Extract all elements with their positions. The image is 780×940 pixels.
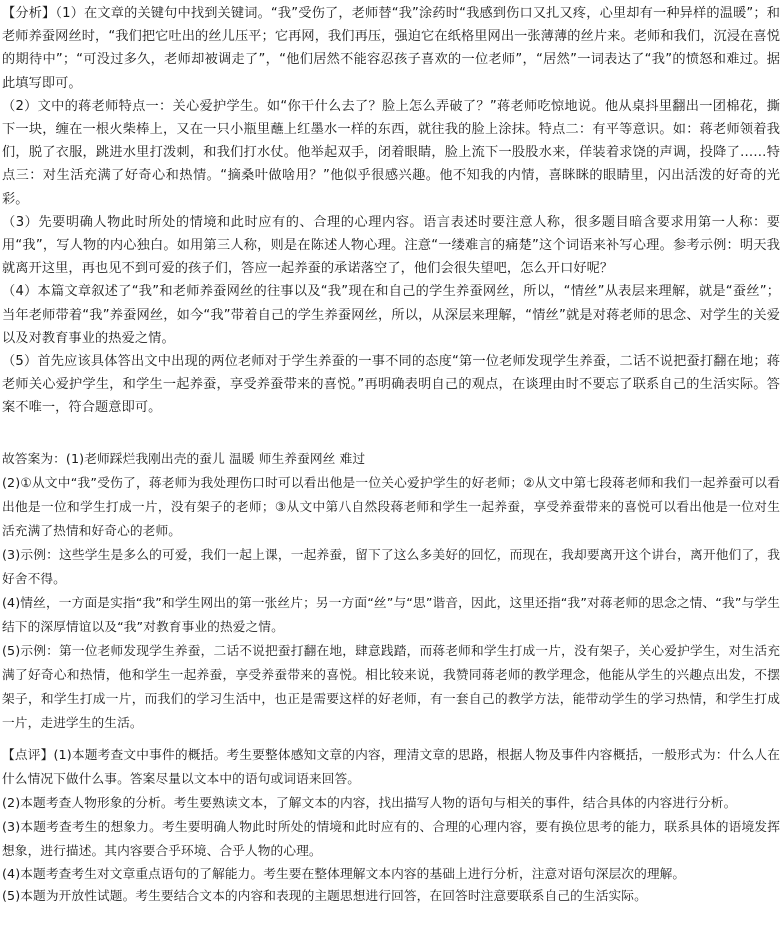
analysis-paragraph-4: （4）本篇文章叙述了“我”和老师养蚕网丝的往事以及“我”现在和自己的学生养蚕网丝，所以，“情丝”从表层来理解，就是“蚕丝”；当年老师带着“我”养蚕网丝，如今“我”带着自己的学生养蚕网丝，所以，从深层来理解，“情丝”就是对蒋老师的思念、对学生的关爱以及对教育事业的热爱之情。 [2,284,780,346]
analysis-paragraph-1: 【分析】（1）在文章的关键句中找到关键词。“我”受伤了，老师替“我”涂药时“我感到伤口又扎又疼，心里却有一种异样的温暖”；和老师养蚕网丝时，“我们把它吐出的丝儿压平；它再网，我们再压，强迫它在纸格里网出一张薄薄的丝片来。老师和我们，沉浸在喜悦的期待中”；“可没过多久，老师却被调走了”，“他们居然不能容忍孩子喜欢的一位老师”，“居然”一词表达了“我”的愤怒和难过。据此填写即可。 [2,6,780,91]
review-paragraph-3: (3)本题考查考生的想象力。考生要明确人物此时所处的情境和此时应有的、合理的心理内容，要有换位思考的能力，联系具体的语境发挥想象，进行描述。其内容要合乎环境、合乎人物的心理。 [2,819,780,858]
review-paragraph-1: 【点评】(1)本题考查文中事件的概括。考生要整体感知文章的内容，理清文章的思路，根据人物及事件内容概括，一般形式为：什么人在什么情况下做什么事。答案尽量以文本中的语句或词语来回答。 [2,747,780,786]
analysis-paragraph-2: （2）文中的蒋老师特点一：关心爱护学生。如“你干什么去了？脸上怎么弄破了？”蒋老师吃惊地说。他从桌抖里翻出一团棉花，撕下一块，缠在一根火柴棒上，又在一只小瓶里蘸上红墨水一样的东西，就往我的脸上涂抹。特点二：有平等意识。如：蒋老师领着我们，脱了衣服，跳进水里打泼刺，和我们打水仗。他举起双手，闭着眼睛，脸上流下一股股水来，佯装着求饶的声调，投降了……特点三：对生活充满了好奇心和热情。“摘桑叶做啥用？”他似乎很感兴趣。他不知我的内情，喜眯眯的眼睛里，闪出活泼的好奇的光彩。 [2,98,780,207]
answer-section [0,447,780,735]
analysis-paragraph-3: （3）先要明确人物此时所处的情境和此时应有的、合理的心理内容。语言表述时要注意人称，很多题目暗含要求用第一人称：要用“我”，写人物的内心独白。如用第三人称，则是在陈述人物心理。注意“一缕难言的痛楚”这个词语来补写心理。参考示例：明天我就离开这里，再也见不到可爱的孩子们，答应一起养蚕的承诺落空了，他们会很失望吧，怎么开口好呢？ [2,214,780,277]
analysis-section [0,2,780,420]
answer-paragraph-4: (4)情丝，一方面是实指“我”和学生网出的第一张丝片；另一方面“丝”与“思”谐音，因此，这里还指“我”对蒋老师的思念之情、“我”与学生结下的深厚情谊以及“我”对教育事业的热爱之情。 [2,595,780,634]
analysis-paragraph-5: （5）首先应该具体答出文中出现的两位老师对于学生养蚕的一事不同的态度“第一位老师发现学生养蚕，二话不说把蚕打翻在地；蒋老师关心爱护学生，和学生一起养蚕，享受养蚕带来的喜悦。”再明确表明自己的观点，在谈理由时不要忘了联系自己的生活实际。答案不唯一，符合题意即可。 [2,354,780,416]
answer-paragraph-3: (3)示例：这些学生是多么的可爱，我们一起上课，一起养蚕，留下了这么多美好的回忆，而现在，我却要离开这个讲台，离开他们了，我好舍不得。 [2,547,780,586]
review-paragraph-2: (2)本题考查人物形象的分析。考生要熟读文本，了解文本的内容，找出描写人物的语句与相关的事件，结合具体的内容进行分析。 [2,795,737,810]
review-paragraph-5: (5)本题为开放性试题。考生要结合文本的内容和表现的主题思想进行回答，在回答时注意要联系自己的生活实际。 [2,888,647,903]
answer-paragraph-5: (5)示例：第一位老师发现学生养蚕，二话不说把蚕打翻在地，肆意践踏，而蒋老师和学生打成一片，没有架子，关心爱护学生，对生活充满了好奇心和热情，他和学生一起养蚕，享受养蚕带来的喜悦。相比较来说，我赞同蒋老师的教学理念，他能从学生的兴趣点出发，不摆架子，和学生打成一片，而我们的学习生活中，也正是需要这样的好老师，有一套自己的教学方法，能带动学生的学习热情，和学生打成一片，走进学生的生活。 [2,643,780,730]
review-paragraph-4: (4)本题考查考生对文章重点语句的了解能力。考生要在整体理解文本内容的基础上进行分析，注意对语句深层次的理解。 [2,866,686,881]
answer-paragraph-2: (2)①从文中“我”受伤了，蒋老师为我处理伤口时可以看出他是一位关心爱护学生的好老师；②从文中第七段蒋老师和我们一起养蚕可以看出他是一位和学生打成一片，没有架子的老师；③从文中第八自然段蒋老师和学生一起养蚕，享受养蚕带来的喜悦可以看出他是一位对生活充满了热情和好奇心的老师。 [2,475,780,538]
answer-paragraph-1: 故答案为：(1)老师踩烂我刚出壳的蚕儿 温暖 师生养蚕网丝 难过 [2,451,366,466]
review-section [0,743,780,907]
